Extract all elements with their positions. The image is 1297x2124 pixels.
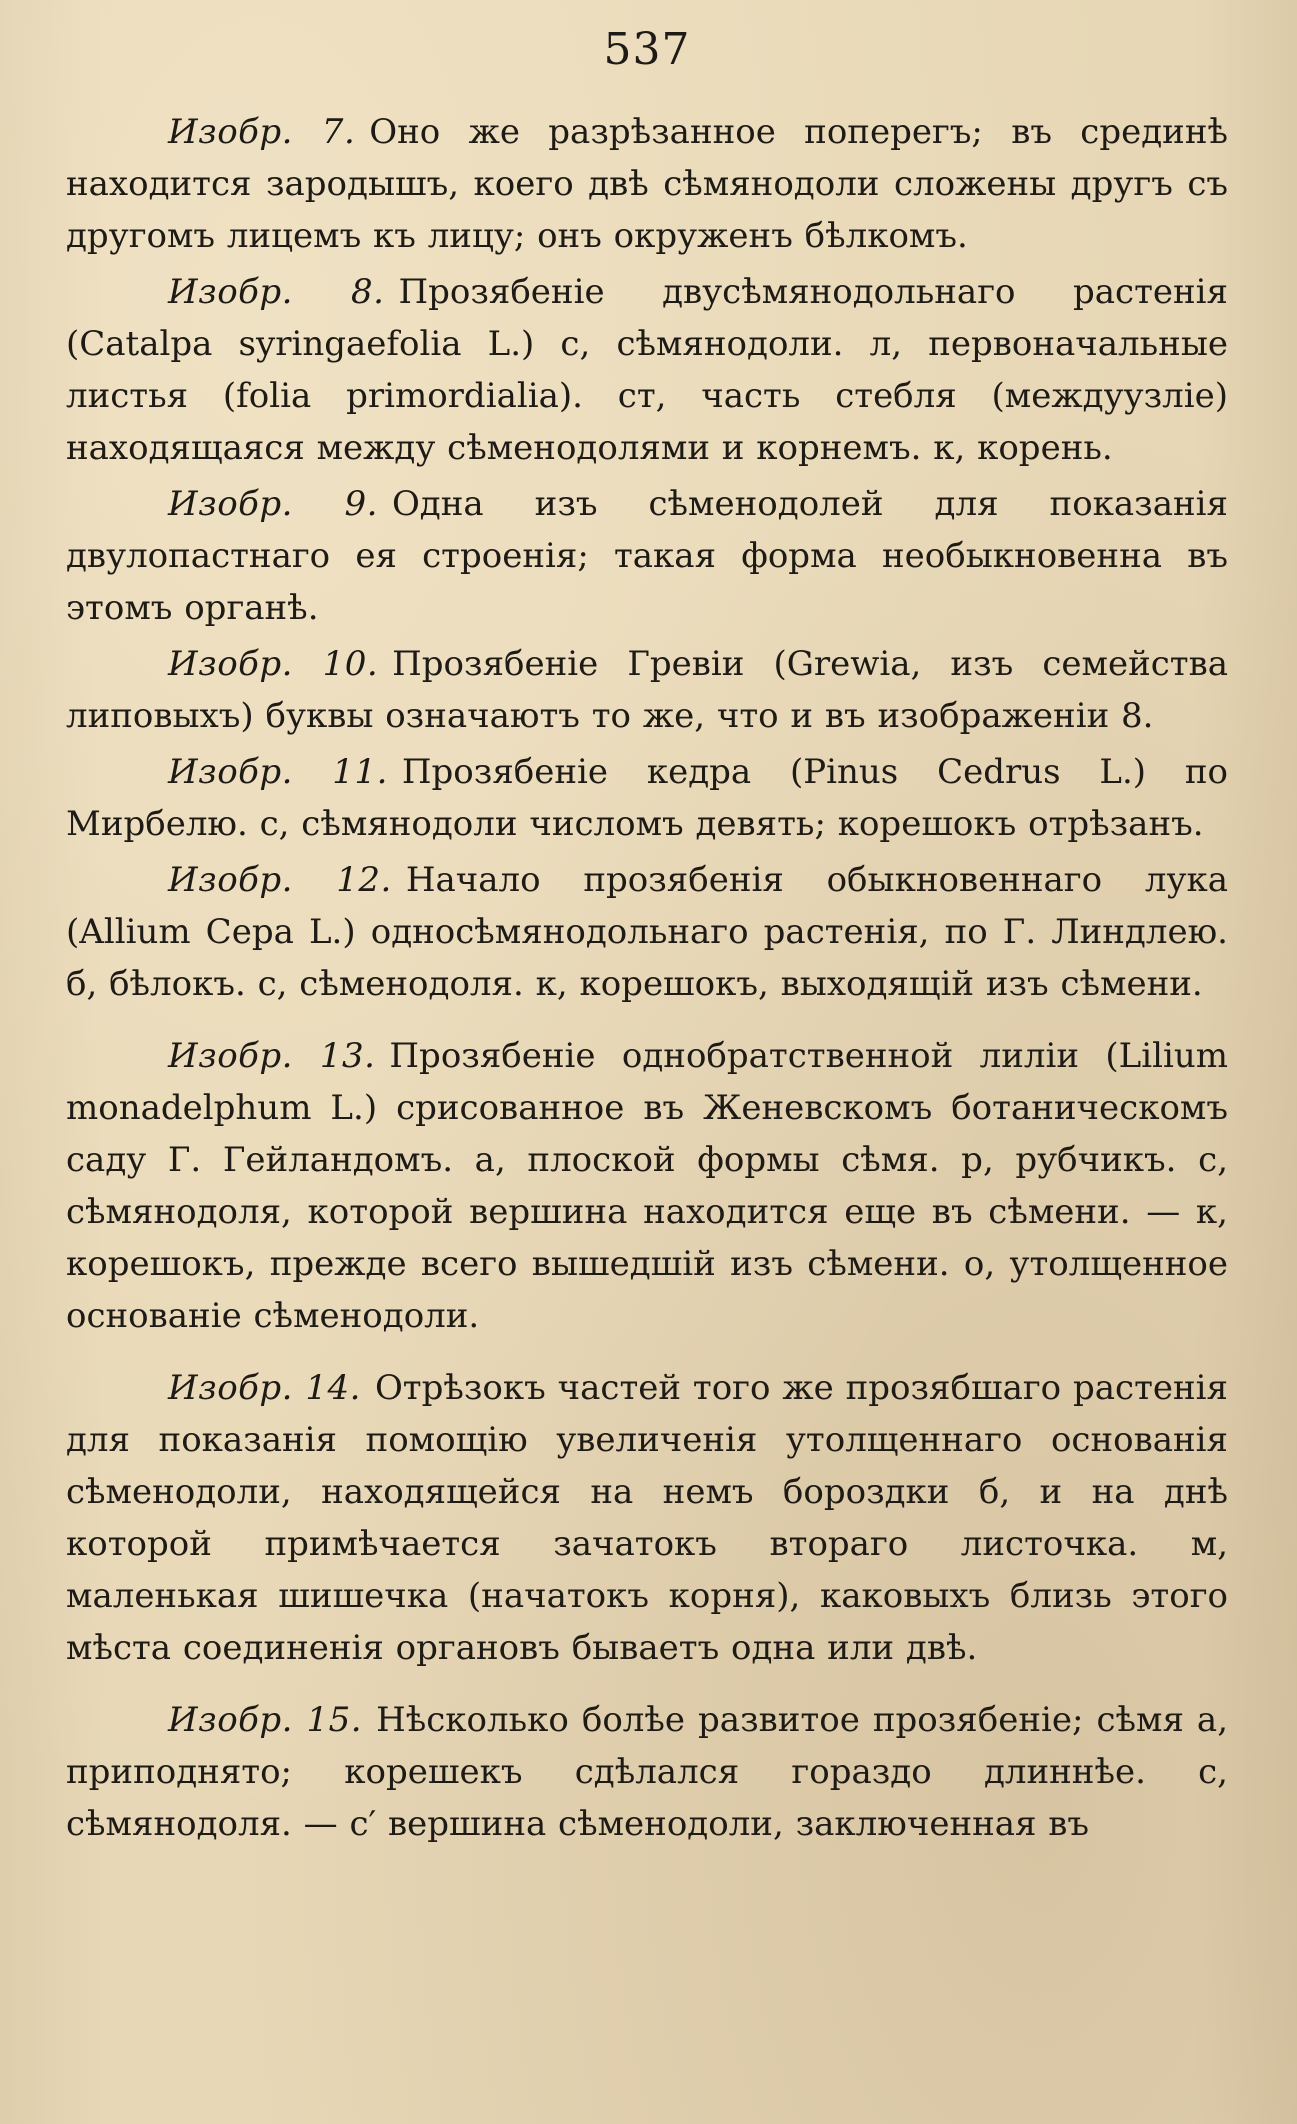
figure-label: Изобр. 8.: [168, 272, 385, 312]
paragraph-text: Прозябеніе кедра (Pinus Cedrus L.) по Мирбелю. с, сѣмянодоли числомъ девять; корешокъ отрѣзанъ.: [66, 752, 1228, 844]
paragraph-fig-15: [66, 1694, 1228, 1850]
figure-label: Изобр. 14.: [168, 1368, 361, 1408]
paragraph-fig-13: [66, 1030, 1228, 1342]
paragraph-fig-10: [66, 638, 1228, 742]
paragraph-fig-7: [66, 106, 1228, 262]
figure-label: Изобр. 7.: [168, 112, 356, 152]
figure-label: Изобр. 9.: [168, 484, 378, 524]
paragraph-text: Прозябеніе Гревіи (Grewia, изъ семейства липовыхъ) буквы означаютъ то же, что и въ изображеніи 8.: [66, 644, 1228, 736]
paragraph-fig-14: [66, 1362, 1228, 1674]
paragraph-text: Прозябеніе двусѣмянодольнаго растенія (Catalpa syringaefolia L.) с, сѣмянодоли. л, первоначальные листья (folia primordialia). ст, часть стебля (междуузліе) находящаяся между сѣменодолями и корнемъ. к, корень.: [66, 272, 1228, 468]
paragraph-fig-8: [66, 266, 1228, 474]
paragraph-text: Начало прозябенія обыкновеннаго лука (Allium Cepa L.) односѣмянодольнаго растенія, по Г. Линдлею. б, бѣлокъ. с, сѣменодоля. к, корешокъ, выходящій изъ сѣмени.: [66, 860, 1228, 1004]
paragraph-fig-9: [66, 478, 1228, 634]
paragraph-text: Прозябеніе однобратственной лиліи (Lilium monadelphum L.) срисованное въ Женевскомъ ботаническомъ саду Г. Гейландомъ. а, плоской формы сѣмя. р, рубчикъ. с, сѣмянодоля, которой вершина находится еще въ сѣмени. — к, корешокъ, прежде всего вышедшій изъ сѣмени. о, утолщенное основаніе сѣменодоли.: [66, 1036, 1228, 1336]
figure-label: Изобр. 10.: [168, 644, 379, 684]
page-number: 537: [603, 24, 691, 75]
figure-label: Изобр. 11.: [168, 752, 388, 792]
figure-label: Изобр. 12.: [168, 860, 392, 900]
paragraph-text: Отрѣзокъ частей того же прозябшаго растенія для показанія помощію увеличенія утолщеннаго основанія сѣменодоли, находящейся на немъ бороздки б, и на днѣ которой примѣчается зачатокъ втораго листочка. м, маленькая шишечка (начатокъ корня), каковыхъ близь этого мѣста соединенія органовъ бываетъ одна или двѣ.: [66, 1368, 1228, 1668]
figure-label: Изобр. 15.: [168, 1700, 363, 1740]
paragraph-fig-12: [66, 854, 1228, 1010]
figure-label: Изобр. 13.: [168, 1036, 376, 1076]
book-page: [66, 18, 1228, 1850]
paragraph-text: Нѣсколько болѣе развитое прозябеніе; сѣмя а, приподнято; корешекъ сдѣлался гораздо длиннѣе. с, сѣмянодоля. — с′ вершина сѣменодоли, заключенная въ: [66, 1700, 1228, 1844]
paragraph-text: Одна изъ сѣменодолей для показанія двулопастнаго ея строенія; такая форма необыкновенна въ этомъ органѣ.: [66, 484, 1228, 628]
paragraph-fig-11: [66, 746, 1228, 850]
paragraph-text: Оно же разрѣзанное поперегъ; въ срединѣ находится зародышъ, коего двѣ сѣмянодоли сложены другъ съ другомъ лицемъ къ лицу; онъ окруженъ бѣлкомъ.: [66, 112, 1228, 256]
